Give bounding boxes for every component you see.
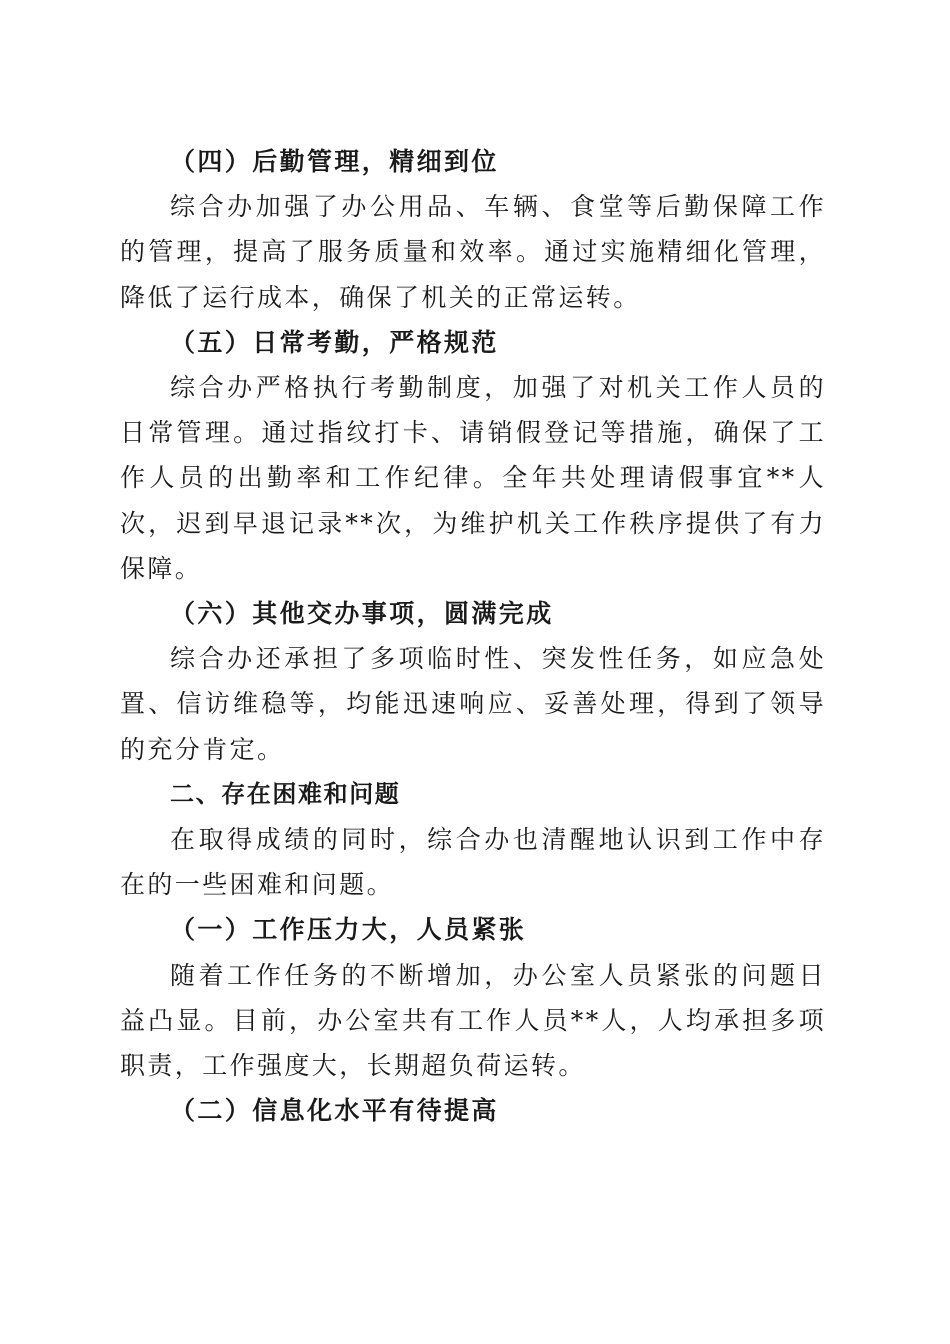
section-heading-informatization: （二）信息化水平有待提高 [170,1096,499,1126]
paragraph-other-tasks: 综合办还承担了多项临时性、突发性任务，如应急处置、信访维稳等，均能迅速响应、妥善处理，得到了领导的充分肯定。 [120,644,826,764]
paragraph-attendance: 综合办严格执行考勤制度，加强了对机关工作人员的日常管理。通过指纹打卡、请销假登记等措施，确保了工作人员的出勤率和工作纪律。全年共处理请假事宜**人次，迟到早退记录**次，为维护机关工作秩序提供了有力保障。 [120,373,826,583]
section-heading-workload: （一）工作压力大，人员紧张 [170,915,527,945]
chapter-heading-problems: 二、存在困难和问题 [170,779,401,808]
paragraph-logistics: 综合办加强了办公用品、车辆、食堂等后勤保障工作的管理，提高了服务质量和效率。通过实施精细化管理，降低了运行成本，确保了机关的正常运转。 [120,192,826,312]
document-page [120,139,826,1133]
section-heading-other-tasks: （六）其他交办事项，圆满完成 [170,599,554,629]
section-heading-logistics: （四）后勤管理，精细到位 [170,147,499,176]
paragraph-workload: 随着工作任务的不断增加，办公室人员紧张的问题日益凸显。目前，办公室共有工作人员**人，人均承担多项职责，工作强度大，长期超负荷运转。 [120,960,826,1081]
paragraph-problems-intro: 在取得成绩的同时，综合办也清醒地认识到工作中存在的一些困难和问题。 [120,825,826,900]
section-heading-attendance: （五）日常考勤，严格规范 [170,327,499,357]
